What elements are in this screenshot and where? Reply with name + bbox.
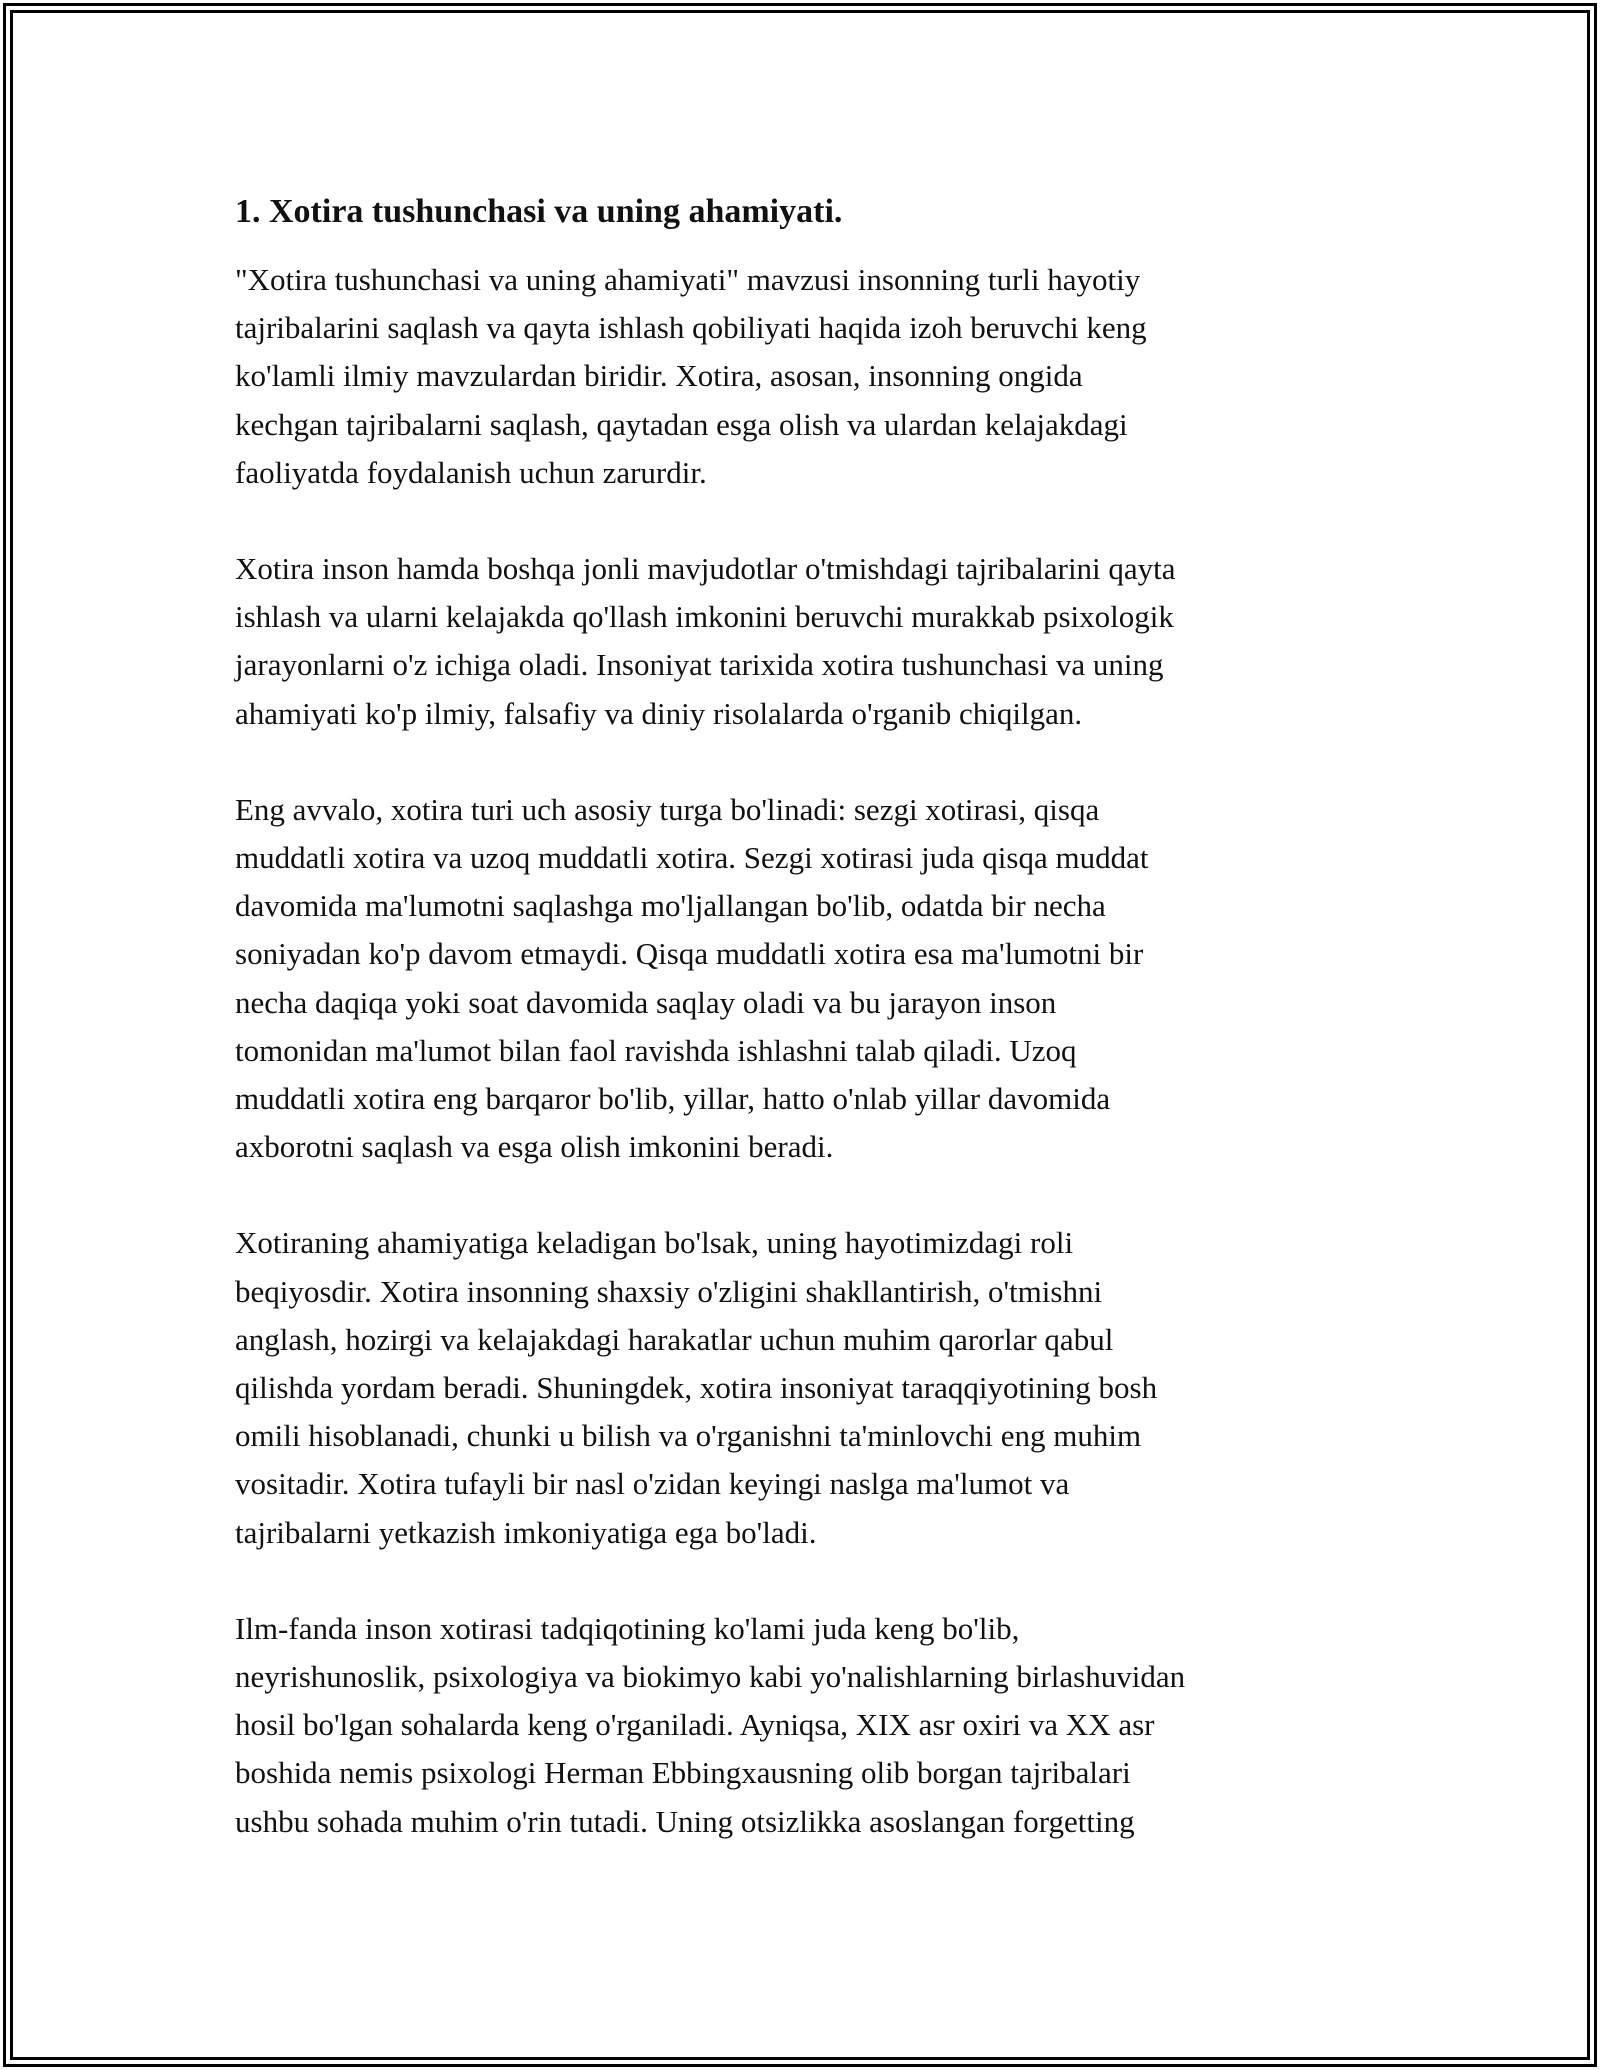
paragraph-definition: Xotira inson hamda boshqa jonli mavjudotlar o'tmishdagi tajribalarini qayta ishlash va ularni kelajakda qo'llash imkonini beruvchi murakkab psixologik jarayonlarni o'z ichiga oladi. Insoniyat tarixida xotira tushunchasi va uning ahamiyati ko'p ilmiy, falsafiy va diniy risolalarda o'rganib chiqilgan. [235, 551, 1176, 731]
paragraph-memory-types: Eng avvalo, xotira turi uch asosiy turga bo'linadi: sezgi xotirasi, qisqa muddatli xotira va uzoq muddatli xotira. Sezgi xotirasi juda qisqa muddat davomida ma'lumotni saqlashga mo'ljallangan bo'lib, odatda bir necha soniyadan ko'p davom etmaydi. Qisqa muddatli xotira esa ma'lumotni bir necha daqiqa yoki soat davomida saqlay oladi va bu jarayon inson tomonidan ma'lumot bilan faol ravishda ishlashni talab qiladi. Uzoq muddatli xotira eng barqaror bo'lib, yillar, hatto o'nlab yillar davomida axborotni saqlash va esga olish imkonini beradi. [235, 791, 1149, 1165]
document-body [235, 188, 1375, 1894]
paragraph-research: Ilm-fanda inson xotirasi tadqiqotining ko'lami juda keng bo'lib, neyrishunoslik, psixologiya va biokimyo kabi yo'nalishlarning birlashuvidan hosil bo'lgan sohalarda keng o'rganiladi. Ayniqsa, XIX asr oxiri va XX asr boshida nemis psixologi Herman Ebbingxausning olib borgan tajribalari ushbu sohada muhim o'rin tutadi. Uning otsizlikka asoslangan forgetting [235, 1610, 1186, 1839]
section-heading: 1. Xotira tushunchasi va uning ahamiyati. [235, 193, 843, 230]
paragraph-intro: "Xotira tushunchasi va uning ahamiyati" mavzusi insonning turli hayotiy tajribalarini saqlash va qayta ishlash qobiliyati haqida izoh beruvchi keng ko'lamli ilmiy mavzulardan biridir. Xotira, asosan, insonning ongida kechgan tajribalarni saqlash, qaytadan esga olish va ulardan kelajakdagi faoliyatda foydalanish uchun zarurdir. [235, 262, 1147, 490]
paragraph-importance: Xotiraning ahamiyatiga keladigan bo'lsak, uning hayotimizdagi roli beqiyosdir. Xotira insonning shaxsiy o'zligini shakllantirish, o'tmishni anglash, hozirgi va kelajakdagi harakatlar uchun muhim qarorlar qabul qilishda yordam beradi. Shuningdek, xotira insoniyat taraqqiyotining bosh omili hisoblanadi, chunki u bilish va o'rganishni ta'minlovchi eng muhim vositadir. Xotira tufayli bir nasl o'zidan keyingi naslga ma'lumot va tajribalarni yetkazish imkoniyatiga ega bo'ladi. [235, 1225, 1158, 1550]
